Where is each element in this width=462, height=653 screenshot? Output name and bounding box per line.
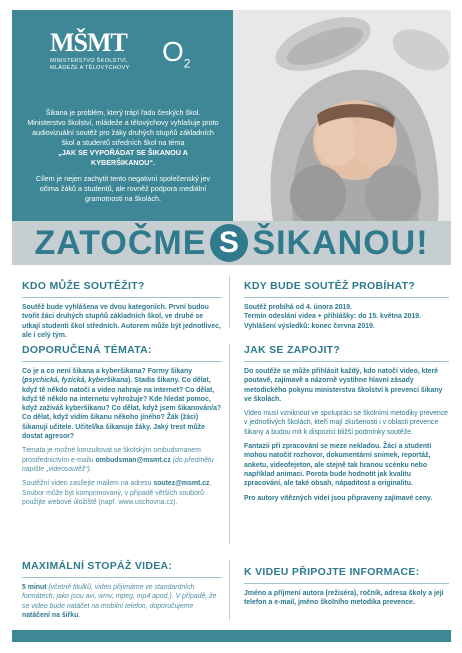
topics-text-a: Co je a co není šikana a kyberšikana? Formy šikany ( [22, 368, 193, 385]
join-paragraph-4: Pro autory vítězných videí jsou připraveny zajímavé ceny. [244, 494, 433, 502]
msmt-name-line2: MLÁDEŽE A TĚLOVÝCHOVY [50, 65, 130, 71]
length-landscape: natáčení na šířku [22, 611, 79, 619]
ombudsman-email[interactable]: ombudsman@msmt.cz [95, 456, 171, 464]
title-circle-s: S [210, 224, 248, 262]
section-join [244, 344, 449, 503]
topics-text-forms: psychická, fyzická, kyberšikana [24, 377, 129, 385]
section-topics [22, 344, 222, 507]
title-right: ŠIKANOU! [252, 224, 429, 262]
submit-text-b: . Soubor může být komprimovaný, v případě větších souborů použijte webové úložiště (např. www.uschovna.cz). [22, 480, 212, 506]
column-divider [229, 276, 230, 328]
section-attach-text: Jméno a příjmení autora (režiséra), ročník, adresa školy a její telefon a e-mail, jméno školního metodika prevence. [244, 590, 444, 607]
section-attach-heading: K VIDEU PŘIPOJTE INFORMACE: [244, 566, 420, 578]
section-topics-heading: DOPORUČENÁ TÉMATA: [22, 344, 152, 356]
when-results: Vyhlášení výsledků: konec června 2019. [244, 322, 375, 330]
campaign-title [12, 222, 451, 264]
msmt-name-line1: MINISTERSTVO ŠKOLSTVÍ, [50, 58, 128, 64]
section-attach [244, 566, 449, 608]
section-rule [244, 297, 449, 298]
title-left: ZATOČME [34, 224, 207, 262]
section-length-heading: MAXIMÁLNÍ STOPÁŽ VIDEA: [22, 560, 173, 572]
section-length [22, 560, 222, 620]
column-divider [229, 344, 230, 544]
intro-panel [12, 10, 233, 221]
when-deadline: Termín odeslání videa + přihlášky: do 15. května 2019. [244, 313, 421, 321]
child-in-bunny-hoodie-image [233, 10, 451, 221]
when-start-end: . [350, 304, 352, 311]
intro-theme: „JAK SE VYPOŘÁDAT SE ŠIKANOU A KYBERŠIKANOU“. [58, 148, 188, 167]
o2-logo-letter: O [162, 36, 184, 67]
join-paragraph-3: Fantazii při zpracování se meze nekladou. Žáci a studenti mohou natočit rozhovor, dokumentární snímek, reportáž, anketu, videofejeton, ale stejně tak hranou scénku nebo například animaci. Porota bude hodnotit jak kvalitu zpracování, ale také obsah, nápaditost a originalitu. [244, 443, 432, 488]
length-end: . [78, 611, 81, 619]
length-value: 5 minut [22, 584, 47, 591]
section-rule [244, 583, 449, 584]
join-paragraph-1: Do soutěže se může přihlásit každý, kdo natočí video, které poutavě, zajímavě a názorně vystihne hlavní zásady metodického pokynu ministerstva školství k prevenci šikany ve školách. [244, 368, 443, 403]
section-when-text [244, 303, 449, 331]
section-topics-questions [22, 367, 222, 441]
msmt-mark: MŠMT [50, 28, 127, 57]
section-who-text: Soutěž bude vyhlášena ve dvou kategoriích. První budou tvořit žáci druhých stupňů základních škol, ve druhé se utkají studenti škol středních. Autorem může být jednotlivec, ale i celý tým. [22, 304, 221, 339]
intro-text [26, 108, 220, 204]
when-start-label: Soutěž probíhá od [244, 304, 307, 311]
section-rule [22, 297, 222, 298]
section-topics-consult [22, 446, 222, 474]
topics-text-b: ). Stadia šikany. Co dělat, když tě někdo natočí a video nahraje na internet? Co dělat, když tě někdo na internetu vyhrožuje? Kde hledat pomoc, když zažíváš kyberšikanu? Co dělat, když jsem šikanován/a? Co dělat, když vidím šikanu někoho jiného? Žák (žáci) šikanují učitele. Učitel/ka šikanuje žáky. Jaký trest může dostat agresor? [22, 377, 222, 441]
contest-email[interactable]: soutez@msmt.cz [153, 480, 210, 488]
section-join-heading: JAK SE ZAPOJIT? [244, 344, 341, 356]
section-rule [22, 361, 222, 362]
submit-text-a: Soutěžní video zasílejte mailem na adresu [22, 480, 154, 488]
when-start-date: 4. února 2019 [306, 304, 351, 311]
section-rule [244, 361, 449, 362]
section-length-text [22, 583, 222, 620]
section-who-heading: KDO MŮŽE SOUTĚŽIT? [22, 280, 145, 292]
msmt-logo [50, 30, 140, 78]
length-details: (včetně titulků, video přijímáme ve standardních formátech, jako jsou avi, wmv, mpeg, mp4 apod.). V případě, že se video bude natáčet na mobilní telefon, doporučujeme [22, 584, 217, 610]
column-divider [229, 560, 230, 620]
section-topics-submit [22, 479, 222, 507]
footer-bar [12, 630, 451, 642]
intro-paragraph-1: Šikana je problém, který trápí řadu českých škol. Ministerstvo školství, mládeže a tělovýchovy vyhlašuje proto audiovizuální soutěž pro žáky druhých stupňů základních škol a studentů středních škol na téma [27, 108, 219, 147]
intro-paragraph-2: Cílem je nejen zachytit tento negativní společenský jev očima žáků a studentů, ale rovněž podpora mediální gramotnosti na školách. [35, 174, 211, 203]
join-paragraph-2: Video musí vzniknout ve spolupráci se školními metodiky prevence v jednotlivých školách, kteří mají zkušenosti i v oblasti prevence šikany a budou mít k dispozici bližší podmínky soutěže. [244, 410, 449, 436]
section-rule [22, 577, 222, 578]
hero-photo [233, 10, 451, 221]
consult-text-b: (do předmětu napište „videosoutěž“). [22, 456, 214, 473]
section-who [22, 280, 222, 340]
consult-text-a: Témata je možné konzultovat se školským ombudsmanem prostřednictvím e-mailu [22, 447, 201, 464]
section-when-heading: KDY BUDE SOUTĚŽ PROBÍHAT? [244, 280, 416, 292]
section-when [244, 280, 449, 331]
o2-logo-sub: 2 [183, 56, 191, 71]
o2-logo [162, 38, 190, 78]
